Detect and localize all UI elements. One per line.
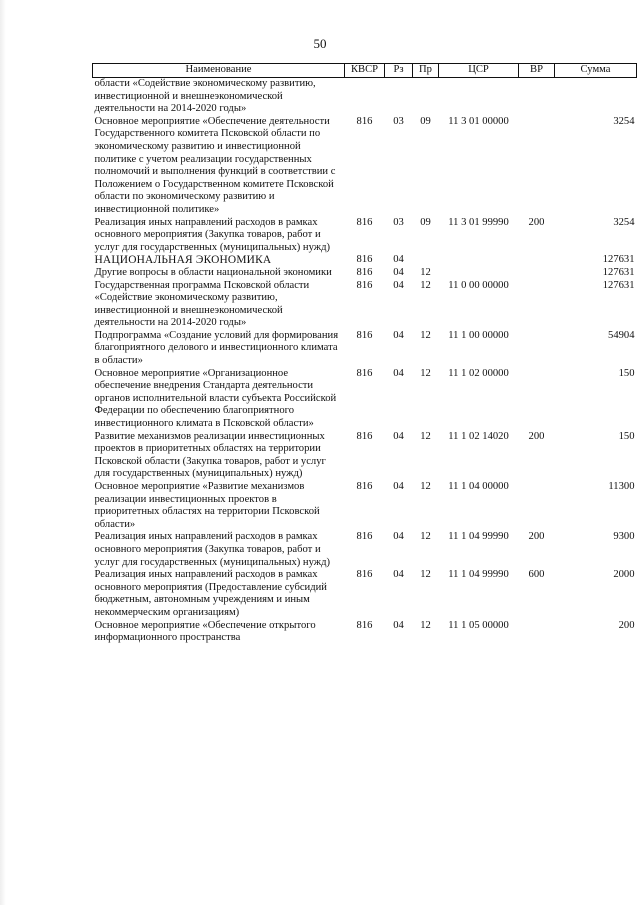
table-row <box>93 620 637 645</box>
cell-kvsr: 816 <box>356 115 373 127</box>
cell-vr: 600 <box>528 569 545 581</box>
cell-name: Государственная программа Псковской области «Содействие экономическому развитию, инвестиционной и внешнеэкономической деятельности на 2014-2020 годы» <box>94 279 310 329</box>
cell-pr: 09 <box>420 115 431 127</box>
cell-vr <box>519 78 555 116</box>
cell-pr: 12 <box>420 481 431 492</box>
cell-sum: 127631 <box>602 254 635 266</box>
cell-sum: 11300 <box>608 481 635 492</box>
header-name: Наименование <box>93 64 345 78</box>
cell-sum: 150 <box>618 430 635 442</box>
table-row <box>93 217 637 255</box>
cell-csr: 11 1 04 99990 <box>448 569 509 581</box>
cell-csr: 11 1 00 00000 <box>448 329 509 341</box>
cell-name: Основное мероприятие «Обеспечение открытого информационного пространства <box>94 619 316 644</box>
table-row <box>93 481 637 531</box>
scan-edge <box>0 0 6 905</box>
cell-name: области «Содействие экономическому развитию, инвестиционной и внешнеэкономической деятельности на 2014-2020 годы» <box>94 78 316 115</box>
cell-vr <box>519 481 555 531</box>
header-vr: ВР <box>519 64 555 78</box>
cell-pr <box>413 78 439 116</box>
cell-kvsr: 816 <box>356 619 373 631</box>
cell-kvsr <box>345 78 385 116</box>
cell-name: Реализация иных направлений расходов в рамках основного мероприятия (Закупка товаров, работ и услуг для государственных (муниципальных) нужд) <box>94 531 330 568</box>
cell-name: Реализация иных направлений расходов в рамках основного мероприятия (Закупка товаров, работ и услуг для государственных (муниципальных) нужд) <box>94 216 330 253</box>
table-row <box>93 368 637 431</box>
cell-kvsr: 816 <box>356 430 373 442</box>
cell-sum: 54904 <box>608 329 635 341</box>
cell-vr: 200 <box>528 430 545 442</box>
cell-kvsr: 816 <box>356 254 373 266</box>
cell-csr: 11 1 04 99990 <box>448 531 509 543</box>
cell-kvsr: 816 <box>356 367 373 379</box>
cell-csr: 11 1 02 14020 <box>448 430 509 442</box>
cell-rz: 04 <box>393 266 404 278</box>
cell-name: Развитие механизмов реализации инвестиционных проектов в приоритетных областях на территории Псковской области (Закупка товаров, работ и услуг для государственных (муниципальных) нужд) <box>94 430 326 480</box>
page-number: 50 <box>313 36 327 51</box>
cell-csr <box>439 78 519 116</box>
cell-vr <box>519 620 555 645</box>
cell-pr: 12 <box>420 329 431 341</box>
cell-sum <box>555 78 637 116</box>
table-row <box>93 267 637 280</box>
cell-rz: 04 <box>393 254 404 266</box>
table-row <box>93 254 637 267</box>
cell-csr: 11 1 05 00000 <box>448 619 509 631</box>
cell-vr <box>519 267 555 280</box>
cell-pr: 12 <box>420 266 431 278</box>
cell-kvsr: 816 <box>356 481 373 492</box>
cell-kvsr: 816 <box>356 266 373 278</box>
cell-vr <box>519 330 555 368</box>
cell-sum: 127631 <box>602 266 635 278</box>
cell-sum: 127631 <box>602 279 635 291</box>
cell-pr: 12 <box>420 430 431 442</box>
cell-rz: 03 <box>393 216 404 228</box>
cell-vr <box>519 280 555 330</box>
cell-name: Основное мероприятие «Развитие механизмов реализации инвестиционных проектов в приоритетных областях на территории Псковской области» <box>94 481 320 530</box>
header-sum: Сумма <box>555 64 637 78</box>
cell-sum: 2000 <box>613 569 635 581</box>
cell-rz: 04 <box>393 481 404 492</box>
cell-rz: 04 <box>393 619 404 631</box>
cell-kvsr: 816 <box>356 569 373 581</box>
cell-pr: 12 <box>420 367 431 379</box>
cell-rz: 04 <box>393 430 404 442</box>
cell-pr: 12 <box>420 531 431 543</box>
cell-csr: 11 1 02 00000 <box>448 367 509 379</box>
cell-pr: 12 <box>420 279 431 291</box>
cell-name: Другие вопросы в области национальной экономики <box>94 266 332 278</box>
cell-csr <box>439 267 519 280</box>
cell-pr: 12 <box>420 569 431 581</box>
cell-sum: 9300 <box>613 531 635 543</box>
cell-name: Подпрограмма «Создание условий для формирования благоприятного делового и инвестиционного климата в области» <box>94 329 339 367</box>
cell-name: Реализация иных направлений расходов в рамках основного мероприятия (Предоставление субсидий бюджетным, автономным учреждениям и иным некоммерческим организациям) <box>94 569 327 618</box>
cell-sum: 150 <box>618 367 635 379</box>
cell-csr: 11 3 01 00000 <box>448 115 509 127</box>
cell-rz: 04 <box>393 531 404 543</box>
cell-csr: 11 3 01 99990 <box>448 216 509 228</box>
table-row <box>93 531 637 569</box>
cell-vr <box>519 368 555 431</box>
cell-csr <box>439 254 519 267</box>
table-row <box>93 116 637 217</box>
table-header <box>93 64 637 78</box>
cell-kvsr: 816 <box>356 329 373 341</box>
cell-rz: 04 <box>393 367 404 379</box>
header-rz: Рз <box>385 64 413 78</box>
header-pr: Пр <box>413 64 439 78</box>
budget-table <box>92 63 637 645</box>
table-row <box>93 280 637 330</box>
cell-pr: 12 <box>420 619 431 631</box>
table-row <box>93 431 637 481</box>
cell-vr <box>519 116 555 217</box>
cell-csr: 11 0 00 00000 <box>448 279 509 291</box>
cell-rz: 04 <box>393 569 404 581</box>
cell-pr <box>413 254 439 267</box>
cell-vr: 200 <box>528 216 545 228</box>
cell-name: Основное мероприятие «Организационное обеспечение внедрения Стандарта деятельности органов исполнительной власти субъекта Российской Федерации по обеспечению благоприятного инвестиционного климата в Псковской области» <box>94 367 337 430</box>
cell-sum: 200 <box>618 619 635 631</box>
cell-pr: 09 <box>420 216 431 228</box>
cell-rz <box>385 78 413 116</box>
table-row <box>93 569 637 619</box>
header-kvsr: КВСР <box>345 64 385 78</box>
cell-name: НАЦИОНАЛЬНАЯ ЭКОНОМИКА <box>94 254 272 267</box>
cell-sum: 3254 <box>613 115 635 127</box>
cell-kvsr: 816 <box>356 216 373 228</box>
cell-rz: 03 <box>393 115 404 127</box>
header-csr: ЦСР <box>439 64 519 78</box>
table-row <box>93 78 637 116</box>
table-body <box>93 78 637 645</box>
cell-rz: 04 <box>393 329 404 341</box>
cell-vr: 200 <box>528 531 545 543</box>
cell-sum: 3254 <box>613 216 635 228</box>
cell-csr: 11 1 04 00000 <box>448 481 509 492</box>
cell-vr <box>519 254 555 267</box>
table-row <box>93 330 637 368</box>
cell-kvsr: 816 <box>356 279 373 291</box>
cell-rz: 04 <box>393 279 404 291</box>
cell-kvsr: 816 <box>356 531 373 543</box>
cell-name: Основное мероприятие «Обеспечение деятельности Государственного комитета Псковской области по экономическому развитию и инвестиционной политике с учетом реализации государственных полномочий и выполнения функций в соответствии с Положением о Государственном комитете Псковской области по экономическому развитию и инвестиционной политике» <box>94 115 336 215</box>
